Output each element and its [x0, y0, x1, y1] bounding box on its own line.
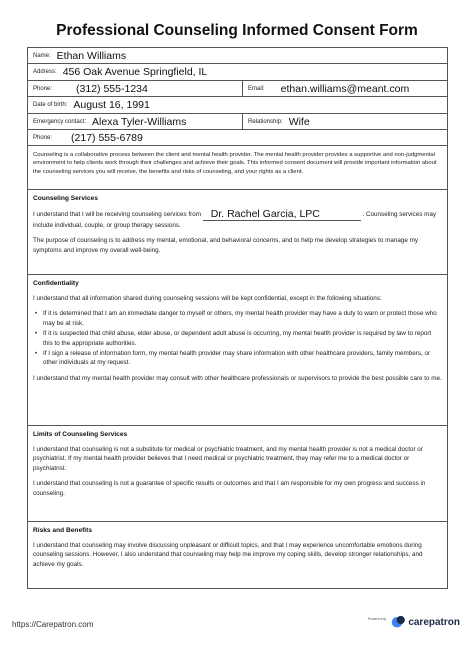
confidentiality-intro: I understand that all information shared during counseling sessions will be kept confidential, except in the following situations: [33, 295, 382, 302]
emergency-phone-cell[interactable] [28, 130, 447, 145]
dob-cell[interactable] [28, 97, 447, 113]
intro-section [28, 146, 447, 190]
powered-by-label: Powered by [367, 617, 387, 621]
email-value: ethan.williams@meant.com [280, 82, 410, 95]
emergency-row [28, 114, 447, 130]
relationship-value: Wife [288, 115, 310, 128]
list-item [33, 329, 442, 348]
confidentiality-closing: I understand that my mental health provider may consult with other healthcare professionals or supervisors to provide the best possible care to me. [33, 374, 442, 382]
phone-cell[interactable] [28, 81, 242, 96]
form-title: Professional Counseling Informed Consent Form [56, 22, 418, 39]
emergency-contact-value: Alexa Tyler-Williams [92, 115, 187, 128]
emergency-phone-label: Phone: [33, 134, 53, 141]
phone-value: (312) 555-1234 [76, 82, 148, 95]
limits-text-2: I understand that counseling is not a guarantee of specific results or outcomes and that I am responsible for my own progress and success in counseling. [33, 480, 426, 497]
limits-section [28, 426, 447, 522]
dob-value: August 16, 1991 [73, 99, 150, 111]
bullet-icon: • [35, 350, 38, 358]
relationship-label: Relationship: [248, 118, 283, 125]
risks-section [28, 522, 447, 588]
risks-text: I understand that counseling may involve discussing unpleasant or difficult topics, and that I may experience uncomfortable emotions during counseling sessions. However, I also understand that counseling may help me improve my coping skills, develop stronger relationships, and achieve my goals. [33, 542, 423, 568]
consent-form [27, 47, 448, 589]
dob-label: Date of birth: [33, 102, 68, 108]
list-item-text: If it is determined that I am an immediate danger to myself or others, my mental health provider may have a duty to warn or protect those who may be at risk. [43, 310, 437, 327]
emergency-phone-row [28, 130, 447, 146]
list-item-text: If I sign a release of information form, my mental health provider may share information with other healthcare providers, family members, or other individuals at my request. [43, 350, 431, 367]
contact-row [28, 81, 447, 97]
carepatron-wordmark: carepatron [408, 617, 460, 628]
phone-label: Phone: [33, 85, 53, 92]
email-label: Email: [248, 85, 265, 92]
counseling-services-title: Counseling Services [33, 195, 98, 202]
limits-text-1: I understand that counseling is not a substitute for medical or psychiatric treatment, and my mental health provider is not a medical doctor or psychiatrist. If my mental health provider believes that I need medical or psychiatric treatment, they may refer me to a medical doctor or psychiatrist. [33, 446, 423, 472]
relationship-cell[interactable] [242, 114, 447, 129]
email-cell[interactable] [242, 81, 447, 96]
limits-title: Limits of Counseling Services [33, 431, 128, 438]
name-cell[interactable] [28, 48, 447, 63]
bullet-icon: • [35, 330, 38, 338]
carepatron-brand [368, 614, 460, 629]
intro-text: Counseling is a collaborative process between the client and mental health provider. The mental health provider provides a supportive and non-judgmental environment to help clients work through their challenges and achieve their goals. This informed consent document will provide important information about the counseling services you will receive, the benefits and risks of counseling, and your rights as a client. [33, 152, 437, 175]
name-label: Name: [33, 52, 51, 59]
emergency-contact-cell[interactable] [28, 114, 242, 129]
address-row [28, 64, 447, 81]
bullet-icon: • [35, 310, 38, 318]
services-sentence-start: I understand that I will be receiving counseling services from [33, 211, 201, 218]
dob-row [28, 97, 447, 114]
address-value: 456 Oak Avenue Springfield, IL [62, 66, 208, 78]
counseling-services-section [28, 190, 447, 275]
name-row [28, 48, 447, 64]
counseling-purpose-text: The purpose of counseling is to address my mental, emotional, and behavioral concerns, and to help me develop strategies to manage my symptoms and improve my overall well-being. [33, 237, 419, 254]
carepatron-logo-icon [391, 614, 406, 629]
carepatron-link[interactable]: https://Carepatron.com [12, 620, 94, 629]
address-label: Address: [33, 69, 57, 75]
list-item [33, 349, 442, 368]
counseling-services-text [33, 209, 442, 230]
confidentiality-section [28, 275, 447, 426]
emergency-phone-value: (217) 555-6789 [71, 131, 143, 144]
name-value: Ethan Williams [56, 49, 127, 62]
confidentiality-title: Confidentiality [33, 280, 79, 287]
services-sentence-end: . Counseling services may include individual, couple, or group therapy sessions. [33, 211, 436, 229]
list-item [33, 309, 442, 328]
confidentiality-list [33, 309, 442, 367]
address-cell[interactable] [28, 64, 447, 80]
emergency-contact-label: Emergency contact: [33, 118, 87, 125]
provider-field[interactable]: Dr. Rachel Garcia, LPC [203, 209, 361, 221]
risks-title: Risks and Benefits [33, 527, 92, 534]
list-item-text: If it is suspected that child abuse, elder abuse, or dependent adult abuse is occurring, my mental health provider is required by law to report this to the appropriate authorities. [43, 330, 432, 347]
